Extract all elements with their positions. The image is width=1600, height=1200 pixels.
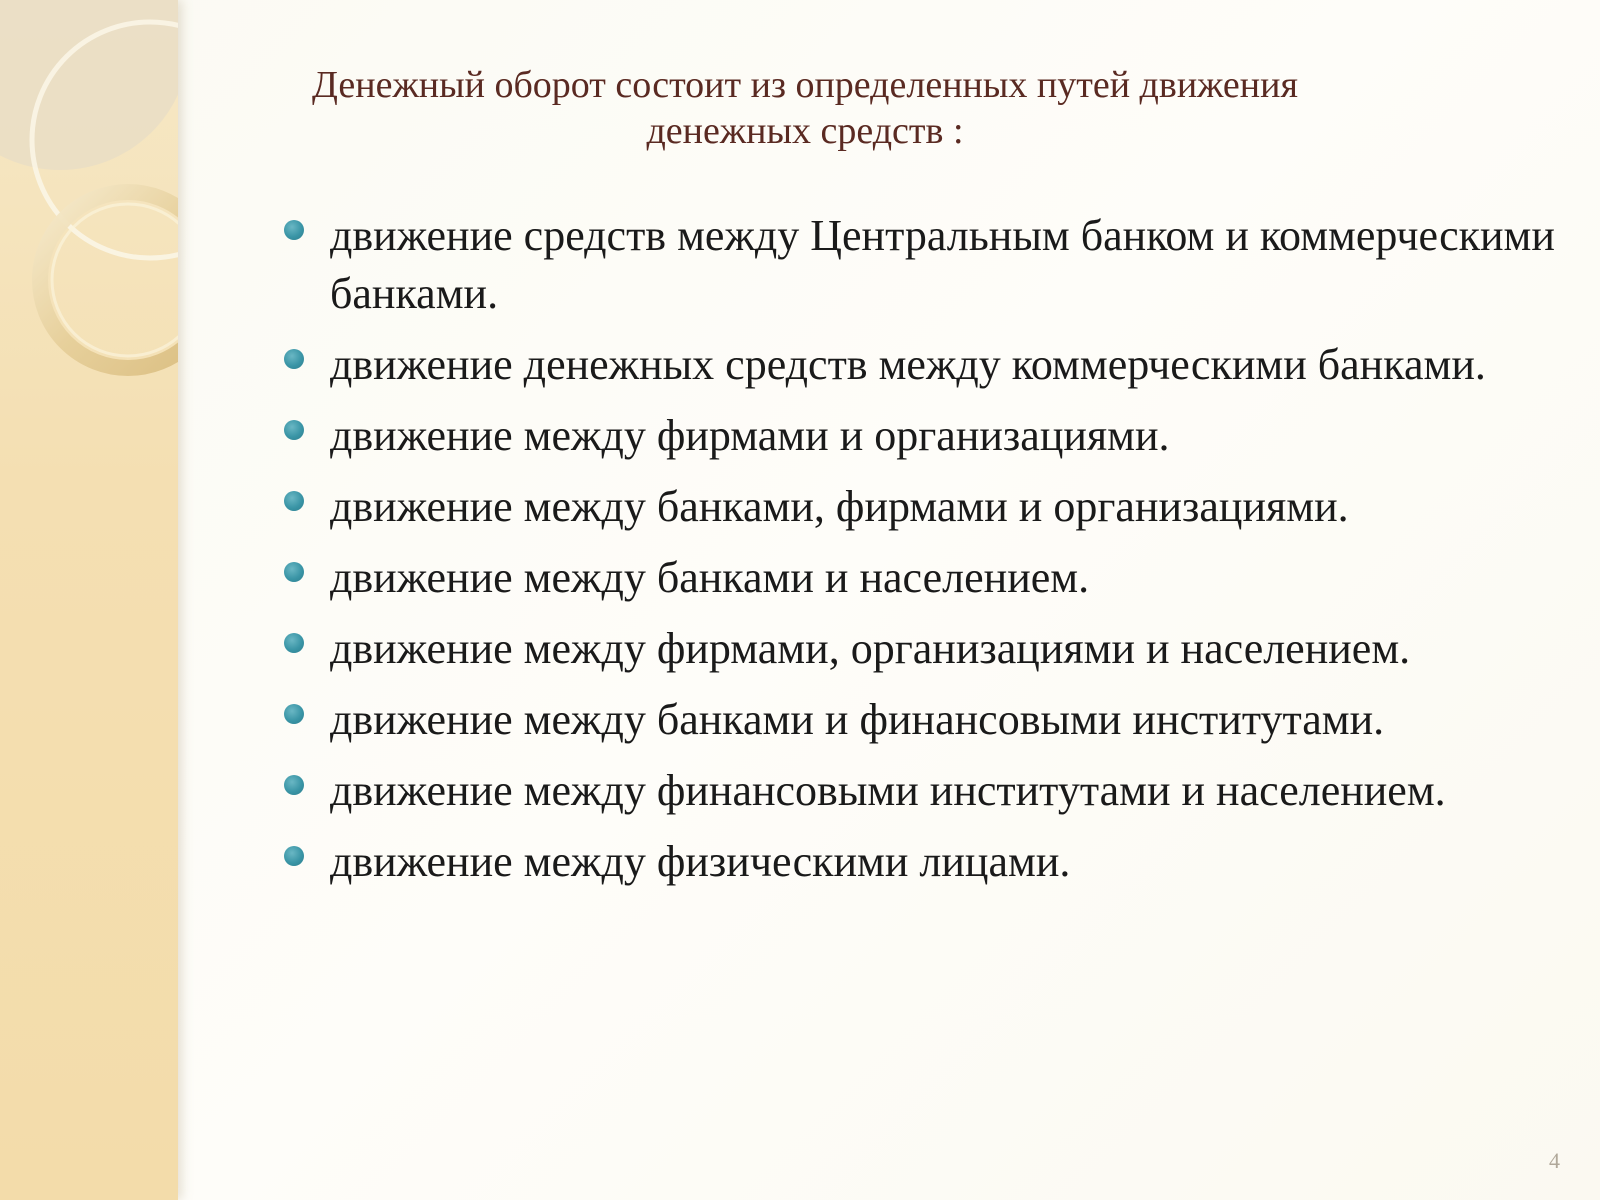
list-item-text: движение между банками и населением. [330,553,1090,602]
list-item-text: движение между фирмами и организациями. [330,411,1170,460]
page-number: 4 [1549,1148,1560,1173]
list-item-text: движение средств между Центральным банком и коммерческими банками. [330,211,1555,318]
list-item [280,549,1560,607]
list-item [280,762,1560,820]
bullet-dot-icon [284,220,304,240]
list-item-text: движение между финансовыми институтами и населением. [330,766,1446,815]
bullet-dot-icon [284,633,304,653]
list-item-text: движение между банками и финансовыми институтами. [330,695,1385,744]
bullet-list [280,207,1560,904]
side-panel [0,0,178,1200]
bullet-dot-icon [284,775,304,795]
list-item [280,691,1560,749]
slide-title: Денежный оборот состоит из определенных путей движения денежных средств : [312,64,1298,152]
list-item-text: движение между физическими лицами. [330,837,1071,886]
bullet-dot-icon [284,420,304,440]
list-item-text: движение между банками, фирмами и организациями. [330,482,1349,531]
list-item [280,833,1560,891]
list-item [280,207,1560,323]
list-item [280,407,1560,465]
list-item [280,478,1560,536]
list-item-text: движение между фирмами, организациями и населением. [330,624,1411,673]
bullet-dot-icon [284,846,304,866]
list-item [280,620,1560,678]
bullet-dot-icon [284,562,304,582]
bullet-dot-icon [284,349,304,369]
list-item-text: движение денежных средств между коммерческими банками. [330,340,1486,389]
list-item [280,336,1560,394]
bullet-dot-icon [284,491,304,511]
rings-decoration [0,0,178,1200]
bullet-dot-icon [284,704,304,724]
